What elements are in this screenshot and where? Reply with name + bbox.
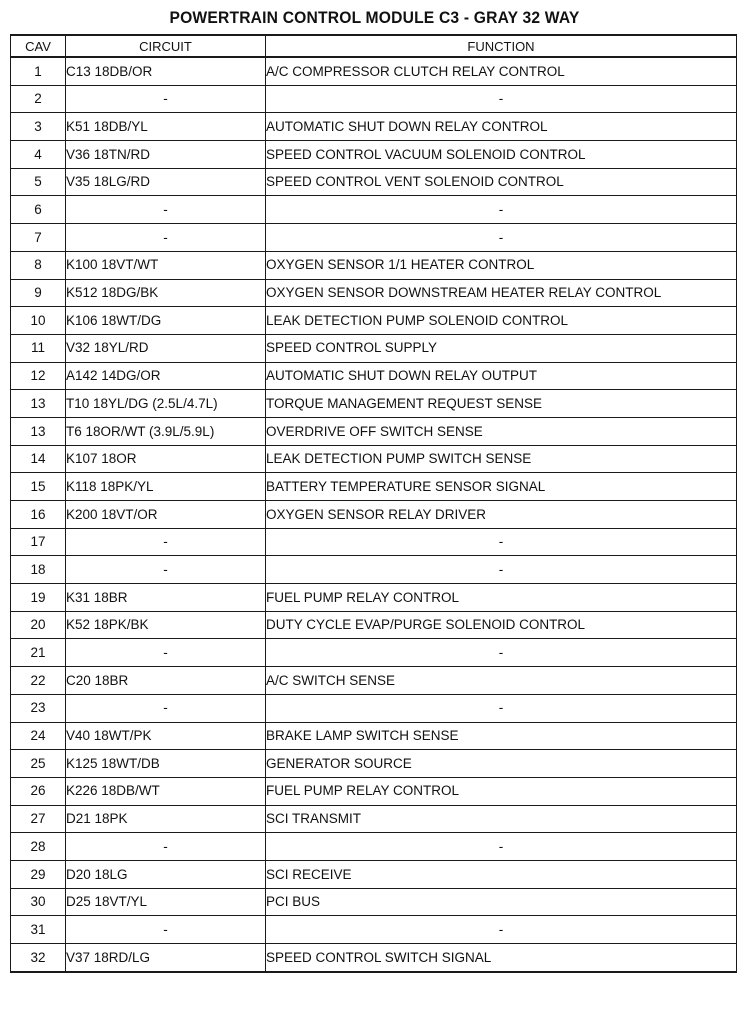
function-cell: BATTERY TEMPERATURE SENSOR SIGNAL — [266, 473, 737, 501]
table-row — [11, 916, 737, 944]
cavity-number-cell: 21 — [11, 639, 66, 667]
cavity-number-cell: 4 — [11, 141, 66, 169]
circuit-cell: D21 18PK — [66, 805, 266, 833]
function-cell: TORQUE MANAGEMENT REQUEST SENSE — [266, 390, 737, 418]
function-cell: OVERDRIVE OFF SWITCH SENSE — [266, 417, 737, 445]
table-row — [11, 196, 737, 224]
cavity-number-cell: 32 — [11, 944, 66, 972]
table-row — [11, 251, 737, 279]
cavity-number-cell: 13 — [11, 417, 66, 445]
cavity-number-cell: 31 — [11, 916, 66, 944]
circuit-cell: - — [66, 694, 266, 722]
function-cell: - — [266, 85, 737, 113]
circuit-cell: K106 18WT/DG — [66, 307, 266, 335]
circuit-cell: C13 18DB/OR — [66, 57, 266, 85]
function-cell: SCI RECEIVE — [266, 860, 737, 888]
function-cell: - — [266, 224, 737, 252]
function-cell: - — [266, 694, 737, 722]
cavity-number-cell: 17 — [11, 528, 66, 556]
function-cell: - — [266, 196, 737, 224]
table-row — [11, 750, 737, 778]
circuit-cell: - — [66, 196, 266, 224]
table-row — [11, 168, 737, 196]
function-cell: FUEL PUMP RELAY CONTROL — [266, 777, 737, 805]
cavity-number-cell: 7 — [11, 224, 66, 252]
column-header-cav: CAV — [11, 35, 66, 57]
function-cell: SPEED CONTROL VACUUM SOLENOID CONTROL — [266, 141, 737, 169]
circuit-cell: - — [66, 528, 266, 556]
cavity-number-cell: 13 — [11, 390, 66, 418]
circuit-cell: D25 18VT/YL — [66, 888, 266, 916]
table-row — [11, 944, 737, 972]
circuit-cell: - — [66, 639, 266, 667]
circuit-cell: V35 18LG/RD — [66, 168, 266, 196]
table-row — [11, 57, 737, 85]
table-row — [11, 888, 737, 916]
function-cell: SCI TRANSMIT — [266, 805, 737, 833]
circuit-cell: K118 18PK/YL — [66, 473, 266, 501]
table-row — [11, 279, 737, 307]
table-row — [11, 860, 737, 888]
cavity-number-cell: 25 — [11, 750, 66, 778]
cavity-number-cell: 16 — [11, 501, 66, 529]
page-title: POWERTRAIN CONTROL MODULE C3 - GRAY 32 WAY — [169, 8, 580, 27]
function-cell: BRAKE LAMP SWITCH SENSE — [266, 722, 737, 750]
circuit-cell: C20 18BR — [66, 667, 266, 695]
cavity-number-cell: 8 — [11, 251, 66, 279]
cavity-number-cell: 14 — [11, 445, 66, 473]
function-cell: - — [266, 916, 737, 944]
function-cell: DUTY CYCLE EVAP/PURGE SOLENOID CONTROL — [266, 611, 737, 639]
circuit-cell: T6 18OR/WT (3.9L/5.9L) — [66, 417, 266, 445]
circuit-cell: K226 18DB/WT — [66, 777, 266, 805]
cavity-number-cell: 3 — [11, 113, 66, 141]
cavity-number-cell: 27 — [11, 805, 66, 833]
function-cell: SPEED CONTROL SUPPLY — [266, 334, 737, 362]
cavity-number-cell: 24 — [11, 722, 66, 750]
circuit-cell: K52 18PK/BK — [66, 611, 266, 639]
function-cell: LEAK DETECTION PUMP SWITCH SENSE — [266, 445, 737, 473]
cavity-number-cell: 19 — [11, 584, 66, 612]
cavity-number-cell: 29 — [11, 860, 66, 888]
column-header-circuit: CIRCUIT — [66, 35, 266, 57]
cavity-number-cell: 12 — [11, 362, 66, 390]
circuit-cell: - — [66, 916, 266, 944]
table-row — [11, 528, 737, 556]
header-row — [11, 35, 737, 57]
circuit-cell: K51 18DB/YL — [66, 113, 266, 141]
circuit-cell: V37 18RD/LG — [66, 944, 266, 972]
function-cell: AUTOMATIC SHUT DOWN RELAY OUTPUT — [266, 362, 737, 390]
cavity-number-cell: 23 — [11, 694, 66, 722]
table-row — [11, 722, 737, 750]
table-row — [11, 141, 737, 169]
cavity-number-cell: 20 — [11, 611, 66, 639]
function-cell: - — [266, 833, 737, 861]
circuit-cell: K31 18BR — [66, 584, 266, 612]
circuit-cell: K512 18DG/BK — [66, 279, 266, 307]
function-cell: OXYGEN SENSOR DOWNSTREAM HEATER RELAY CONTROL — [266, 279, 737, 307]
table-row — [11, 639, 737, 667]
cavity-number-cell: 9 — [11, 279, 66, 307]
function-cell: FUEL PUMP RELAY CONTROL — [266, 584, 737, 612]
cavity-number-cell: 28 — [11, 833, 66, 861]
circuit-cell: A142 14DG/OR — [66, 362, 266, 390]
table-row — [11, 307, 737, 335]
table-row — [11, 390, 737, 418]
cavity-number-cell: 15 — [11, 473, 66, 501]
cavity-number-cell: 10 — [11, 307, 66, 335]
function-cell: - — [266, 556, 737, 584]
function-cell: A/C SWITCH SENSE — [266, 667, 737, 695]
table-row — [11, 833, 737, 861]
circuit-cell: - — [66, 556, 266, 584]
table-row — [11, 501, 737, 529]
circuit-cell: V36 18TN/RD — [66, 141, 266, 169]
function-cell: LEAK DETECTION PUMP SOLENOID CONTROL — [266, 307, 737, 335]
cavity-number-cell: 26 — [11, 777, 66, 805]
function-cell: SPEED CONTROL SWITCH SIGNAL — [266, 944, 737, 972]
circuit-cell: D20 18LG — [66, 860, 266, 888]
table-body — [11, 57, 737, 972]
function-cell: PCI BUS — [266, 888, 737, 916]
cavity-number-cell: 1 — [11, 57, 66, 85]
column-header-function: FUNCTION — [266, 35, 737, 57]
function-cell: GENERATOR SOURCE — [266, 750, 737, 778]
circuit-cell: T10 18YL/DG (2.5L/4.7L) — [66, 390, 266, 418]
circuit-cell: K107 18OR — [66, 445, 266, 473]
circuit-cell: K200 18VT/OR — [66, 501, 266, 529]
function-cell: A/C COMPRESSOR CLUTCH RELAY CONTROL — [266, 57, 737, 85]
table-row — [11, 611, 737, 639]
circuit-cell: - — [66, 85, 266, 113]
table-row — [11, 556, 737, 584]
table-row — [11, 334, 737, 362]
table-row — [11, 445, 737, 473]
table-header — [11, 35, 737, 57]
table-row — [11, 584, 737, 612]
table-row — [11, 113, 737, 141]
circuit-cell: V32 18YL/RD — [66, 334, 266, 362]
circuit-cell: - — [66, 833, 266, 861]
function-cell: SPEED CONTROL VENT SOLENOID CONTROL — [266, 168, 737, 196]
circuit-cell: K125 18WT/DB — [66, 750, 266, 778]
function-cell: OXYGEN SENSOR RELAY DRIVER — [266, 501, 737, 529]
table-row — [11, 224, 737, 252]
cavity-number-cell: 18 — [11, 556, 66, 584]
cavity-number-cell: 5 — [11, 168, 66, 196]
cavity-number-cell: 22 — [11, 667, 66, 695]
table-row — [11, 85, 737, 113]
table-row — [11, 473, 737, 501]
circuit-cell: V40 18WT/PK — [66, 722, 266, 750]
cavity-number-cell: 2 — [11, 85, 66, 113]
table-row — [11, 667, 737, 695]
table-row — [11, 362, 737, 390]
table-row — [11, 417, 737, 445]
function-cell: OXYGEN SENSOR 1/1 HEATER CONTROL — [266, 251, 737, 279]
cavity-number-cell: 30 — [11, 888, 66, 916]
table-row — [11, 777, 737, 805]
table-row — [11, 694, 737, 722]
function-cell: - — [266, 528, 737, 556]
cavity-number-cell: 11 — [11, 334, 66, 362]
function-cell: AUTOMATIC SHUT DOWN RELAY CONTROL — [266, 113, 737, 141]
table-row — [11, 805, 737, 833]
circuit-cell: - — [66, 224, 266, 252]
cavity-number-cell: 6 — [11, 196, 66, 224]
circuit-cell: K100 18VT/WT — [66, 251, 266, 279]
function-cell: - — [266, 639, 737, 667]
connector-pinout-table — [10, 34, 737, 973]
